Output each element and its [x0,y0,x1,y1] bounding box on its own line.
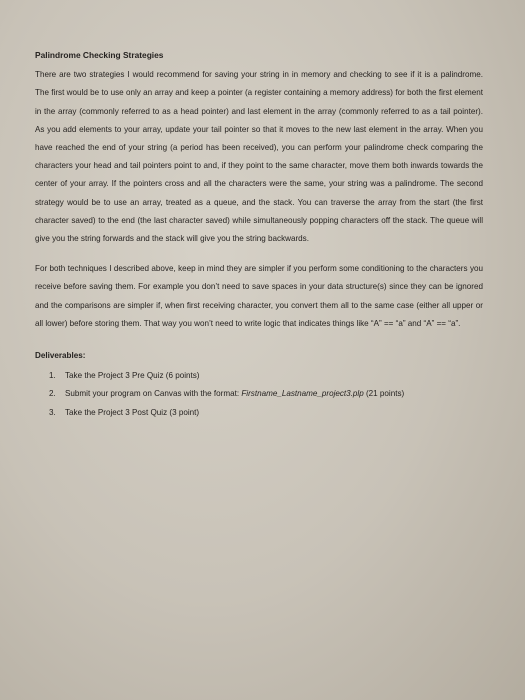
deliverable-text-before: Submit your program on Canvas with the format: [65,389,242,399]
deliverables-heading: Deliverables: [35,351,86,361]
document-body [35,46,483,422]
deliverable-text-after: (21 points) [363,389,405,399]
deliverables-list [35,367,483,422]
deliverable-text: Take the Project 3 Post Quiz (3 point) [65,407,200,417]
deliverable-number: 1. [49,371,56,381]
filename-format: Firstname_Lastname_project3.plp [241,389,364,399]
deliverable-item [35,367,483,385]
deliverable-item [35,385,483,403]
deliverable-number: 2. [49,389,56,399]
paragraph-conditioning: For both techniques I described above, keep in mind they are simpler if you perform some conditioning to the characters you receive before saving them. For example you don’t need to save spaces in your data structure(s) since they can be ignored and the comparisons are simpler if, when first receiving character, you convert them all to the same case (either all upper or all lower) before storing them. That way you won’t need to write logic that indicates things like “A” == “a” and “A” == “a”. [35,264,483,328]
paragraph-strategies: There are two strategies I would recommend for saving your string in in memory and checking to see if it is a palindrome. The first would be to use only an array and keep a pointer (a register containing a memory address) for both the first element in the array (commonly referred to as a head pointer) and last element in the array (commonly referred to as a tail pointer). As you add elements to your array, update your tail pointer so that it moves to the new last element in the array. When you have reached the end of your string (a period has been received), you can perform your palindrome check comparing the characters your head and tail pointers point to and, if they point to the same character, move them both inwards towards the center of your array. If the pointers cross and all the characters were the same, your string was a palindrome. The second strategy would be to use an array, treated as a queue, and the stack. You can traverse the array from the start (the first character saved) to the end (the last character saved) while simultaneously popping characters off the stack. The queue will give you the string forwards and the stack will give you the string backwards. [35,70,483,244]
document-title: Palindrome Checking Strategies [35,50,164,60]
deliverable-text: Take the Project 3 Pre Quiz (6 points) [65,371,200,381]
deliverable-item [35,404,483,422]
deliverable-text [65,385,404,403]
deliverable-number: 3. [49,407,56,417]
